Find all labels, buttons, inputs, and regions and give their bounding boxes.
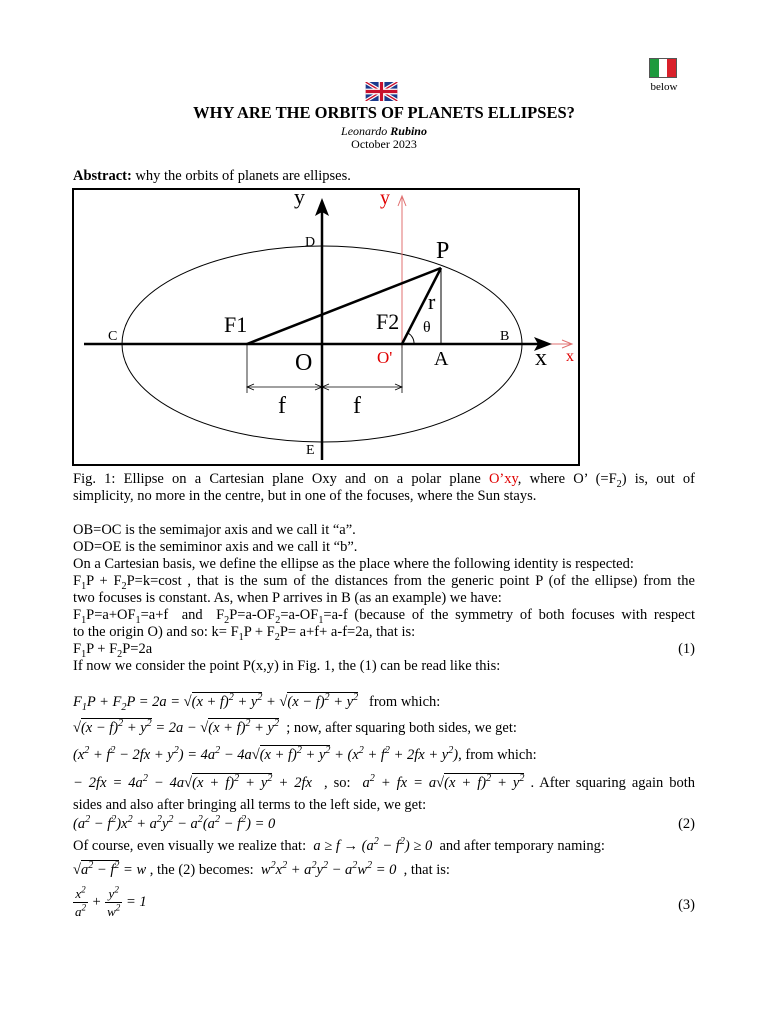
equation-line-7: Of course, even visually we realize that: $a \ge f \to (a^2 - f^2) \ge 0$ and after temporary naming: — [73, 836, 605, 854]
ellipse-diagram — [72, 188, 580, 466]
abstract — [73, 168, 695, 185]
segment-f1-p — [247, 268, 441, 344]
figure-caption-line2: simplicity, no more in the centre, but in one of the focuses, where the Sun stays. — [73, 488, 537, 504]
caption-red-term: O’xy — [488, 471, 518, 487]
equation-number-3: (3) — [678, 897, 695, 913]
label-x-red: x — [566, 348, 574, 365]
body-line-6: $F_1P=a+OF_1=a+f$ and $F_2P=a-OF_2=a-OF_1=a-f$ (because of the symmetry of both focuses with respect — [73, 607, 695, 626]
equation-line-2: $√(x - f)^2 + y^2 = 2a - √(x + f)^2 + y^2$ ; now, after squaring both sides, we get: — [73, 718, 517, 736]
body-line-1: OB=OC is the semimajor axis and we call it “a”. — [73, 522, 356, 538]
label-d: D — [305, 235, 316, 250]
equation-number-2: (2) — [678, 816, 695, 832]
uk-flag-icon[interactable] — [365, 82, 398, 101]
theta-arc — [408, 333, 414, 344]
figure-border — [73, 189, 579, 465]
paper-date: October 2023 — [351, 137, 417, 151]
body-line-7: to the origin O) and so: $k= F_1P + F_2P= a+f+ a-f=2a$, that is: — [73, 624, 416, 643]
abstract-label: Abstract: — [73, 168, 132, 184]
label-p: P — [436, 238, 450, 264]
label-r: r — [428, 289, 436, 314]
label-y: y — [294, 188, 305, 209]
label-x: x — [535, 345, 547, 371]
italian-flag-icon[interactable] — [649, 58, 677, 78]
label-c: C — [108, 329, 118, 344]
body-line-5: two focuses is constant. As, when P arrives in B (as an example) we have: — [73, 590, 502, 606]
label-f-right: f — [353, 393, 361, 419]
label-f2: F2 — [376, 309, 400, 334]
equation-line-3: $(x^2 + f^2 - 2fx + y^2) = 4a^2 - 4a√(x + f)^2 + y^2 + (x^2 + f^2 + 2fx + y^2)$, from which: — [73, 745, 537, 763]
paper-title: WHY ARE THE ORBITS OF PLANETS ELLIPSES? — [193, 103, 575, 122]
equation-line-9: $\frac{x^2}{a^2}$ + $\frac{y^2}{w^2}$ = 1 — [75, 884, 147, 919]
equation-line-6: $(a^2 - f^2)x^2 + a^2y^2 - a^2(a^2 - f^2) = 0$ — [73, 814, 276, 832]
body-line-9: If now we consider the point P(x,y) in Fig. 1, the (1) can be read like this: — [73, 658, 501, 674]
body-line-8: $F_1P + F_2P=2a$ — [73, 641, 153, 660]
body-line-3: On a Cartesian basis, we define the ellipse as the place where the following identity is respected: — [73, 556, 634, 572]
label-o: O — [295, 350, 313, 376]
label-a: A — [434, 348, 449, 370]
label-b: B — [500, 329, 510, 344]
equation-line-4: − $2fx = 4a^2 - 4a√(x + f)^2 + y^2 + 2fx$ , so: $a^2$ + fx = $a√(x + f)^2 + y^2$ . After squaring again both — [73, 773, 696, 791]
label-f1: F1 — [224, 312, 248, 337]
equation-line-5: sides and also after bringing all terms to the left side, we get: — [73, 797, 427, 813]
label-y-red: y — [380, 188, 390, 209]
below-label: below — [650, 81, 678, 93]
figure-caption: Fig. 1: Ellipse on a Cartesian plane Oxy and on a polar plane O’xy, where O’ $(=F_2)$ is, out of — [73, 471, 695, 490]
equation-number-1: (1) — [678, 641, 695, 657]
body-line-2: OD=OE is the semiminor axis and we call it “b”. — [73, 539, 358, 555]
author-last-name: Rubino — [390, 124, 427, 138]
equation-line-1: $F_1P + F_2P = 2a = √(x + f)^2 + y^2 + √(x - f)^2 + y^2$ from which: — [73, 692, 441, 713]
abstract-text: why the orbits of planets are ellipses. — [131, 168, 351, 184]
label-o-prime: O' — [377, 348, 393, 367]
label-theta: θ — [423, 319, 431, 336]
body-line-4: $F_1P + F_2P=k=\cos t$ , that is the sum of the distances from the generic point P (of the ellipse) from the — [73, 573, 695, 592]
author-first-name: Leonardo — [341, 124, 388, 138]
label-e: E — [306, 443, 315, 458]
equation-line-8: $√a^2 - f^2 = w$ , the (2) becomes: $w^2x^2 + a^2y^2 - a^2w^2 = 0$ , that is: — [73, 860, 450, 878]
label-f-left: f — [278, 393, 286, 419]
